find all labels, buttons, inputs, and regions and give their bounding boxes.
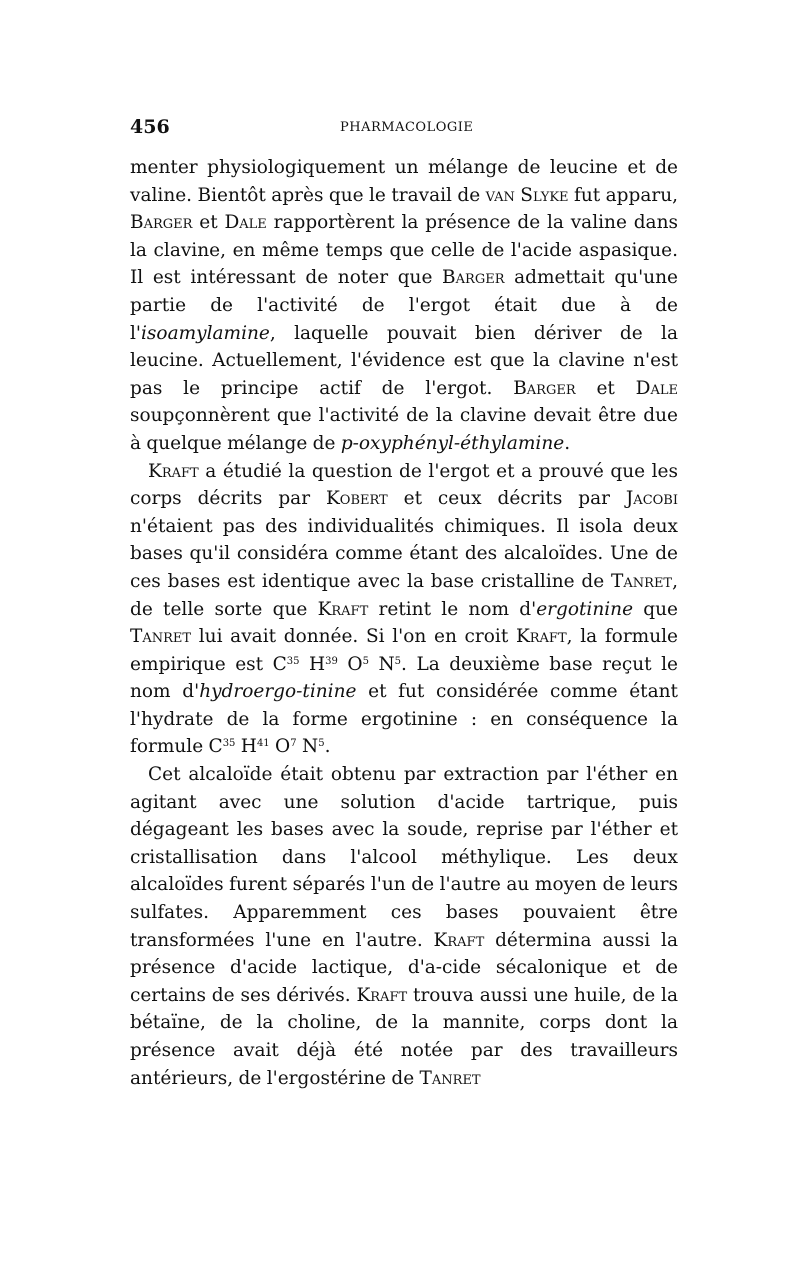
text-run: trouva aussi une huile, de la bétaïne, de la choline, de la mannite, corps dont la présence avait déjà été notée par des travailleurs antérieurs, de l'ergostérine de xyxy=(130,984,678,1089)
formula-exponent: 5 xyxy=(394,655,402,667)
text-run: soupçonnèrent que l'activité de la clavine devait être due à quelque mélange de xyxy=(130,405,678,454)
text-run: , de telle sorte que xyxy=(130,570,678,620)
text-run: , laquelle pouvait bien dériver de la leucine. Actuellement, l'évidence est que la clavine n'est pas le principe actif de l'ergot. xyxy=(130,322,678,399)
text-run: Cet alcaloïde était obtenu par extraction par l'éther en agitant avec une solution d'acide tartrique, puis dégageant les bases avec la soude, reprise par l'éther et cristallisation dans l'alcool méthylique. Les deux alcaloïdes furent séparés l'un de l'autre au moyen de leurs sulfates. Apparemment ces bases pouvaient être transformées l'une en l'autre. xyxy=(130,764,678,951)
text-run: O xyxy=(269,736,291,758)
text-run: menter physiologiquement un mélange de leucine et de valine. Bientôt après que le travail de xyxy=(130,157,678,206)
paragraph xyxy=(130,458,678,762)
paragraph xyxy=(130,154,678,458)
paragraph xyxy=(130,761,678,1092)
text-run: et fut considérée comme étant l'hydrate de la forme ergotinine : en conséquence la formule C xyxy=(130,681,678,758)
italic-term: p-oxyphényl-éthylamine xyxy=(340,432,565,454)
text-run: . xyxy=(564,432,571,454)
formula-exponent: 5 xyxy=(318,738,325,750)
author-name: Barger xyxy=(130,212,193,234)
text-run: N xyxy=(296,736,319,758)
running-head: PHARMACOLOGIE xyxy=(340,120,474,135)
text-run: retint le nom d' xyxy=(368,598,537,620)
italic-term: hydroergo-tinine xyxy=(199,681,357,703)
formula-exponent: 7 xyxy=(290,738,297,750)
author-name: Kraft xyxy=(317,598,369,620)
author-name: Dale xyxy=(224,212,267,234)
text-run: et xyxy=(192,212,225,234)
author-name: Tanret xyxy=(611,570,673,592)
text-run: . xyxy=(324,736,331,758)
author-name: Kraft xyxy=(148,460,199,482)
italic-term: isoamylamine xyxy=(141,322,270,344)
formula-exponent: 5 xyxy=(362,655,369,667)
text-run: H xyxy=(299,653,326,675)
author-name: Kraft xyxy=(433,929,485,951)
text-run: fut apparu, xyxy=(568,184,678,206)
text-run: rapportèrent la présence de la valine dans la clavine, en même temps que celle de l'acide aspasique. Il est intéressant de noter que xyxy=(130,212,678,289)
text-run: admettait qu'une partie de l'activité de l'ergot était due à de l' xyxy=(130,267,678,344)
author-name: Barger xyxy=(513,377,576,399)
page-header xyxy=(130,116,678,140)
page-body xyxy=(130,154,678,1092)
author-name: Jacobi xyxy=(625,488,678,510)
text-run: et ceux décrits par xyxy=(387,488,626,510)
text-run: O xyxy=(337,653,363,675)
author-name: Barger xyxy=(442,267,505,289)
formula-exponent: 35 xyxy=(222,738,236,750)
text-run: , la formule empirique est C xyxy=(130,626,678,675)
text-run: détermina aussi la présence d'acide lactique, d'a-cide sécalonique et de certains de ses dérivés. xyxy=(130,929,678,1006)
italic-term: ergotinine xyxy=(536,598,634,620)
text-run: n'étaient pas des individualités chimiques. Il isola deux bases qu'il considéra comme étant des alcaloïdes. Une de ces bases est identique avec la base cristalline de xyxy=(130,515,678,592)
author-name: Tanret xyxy=(419,1067,481,1089)
text-run: H xyxy=(235,736,257,758)
formula-exponent: 35 xyxy=(286,655,300,667)
author-name: Dale xyxy=(635,377,678,399)
text-run: lui avait donnée. Si l'on en croit xyxy=(191,626,516,648)
author-name: Tanret xyxy=(130,626,192,648)
text-run: a étudié la question de l'ergot et a prouvé que les corps décrits par xyxy=(130,460,678,510)
formula-exponent: 41 xyxy=(256,738,270,750)
text-run: et xyxy=(575,377,636,399)
text-run: N xyxy=(368,653,395,675)
text-run: . La deuxième base reçut le nom d' xyxy=(130,653,678,703)
text-run: que xyxy=(633,598,678,620)
page-number: 456 xyxy=(130,116,170,138)
author-name: Kraft xyxy=(515,626,567,648)
author-name: van Slyke xyxy=(485,184,569,206)
author-name: Kraft xyxy=(356,984,408,1006)
formula-exponent: 39 xyxy=(325,655,338,667)
author-name: Kobert xyxy=(325,488,388,510)
